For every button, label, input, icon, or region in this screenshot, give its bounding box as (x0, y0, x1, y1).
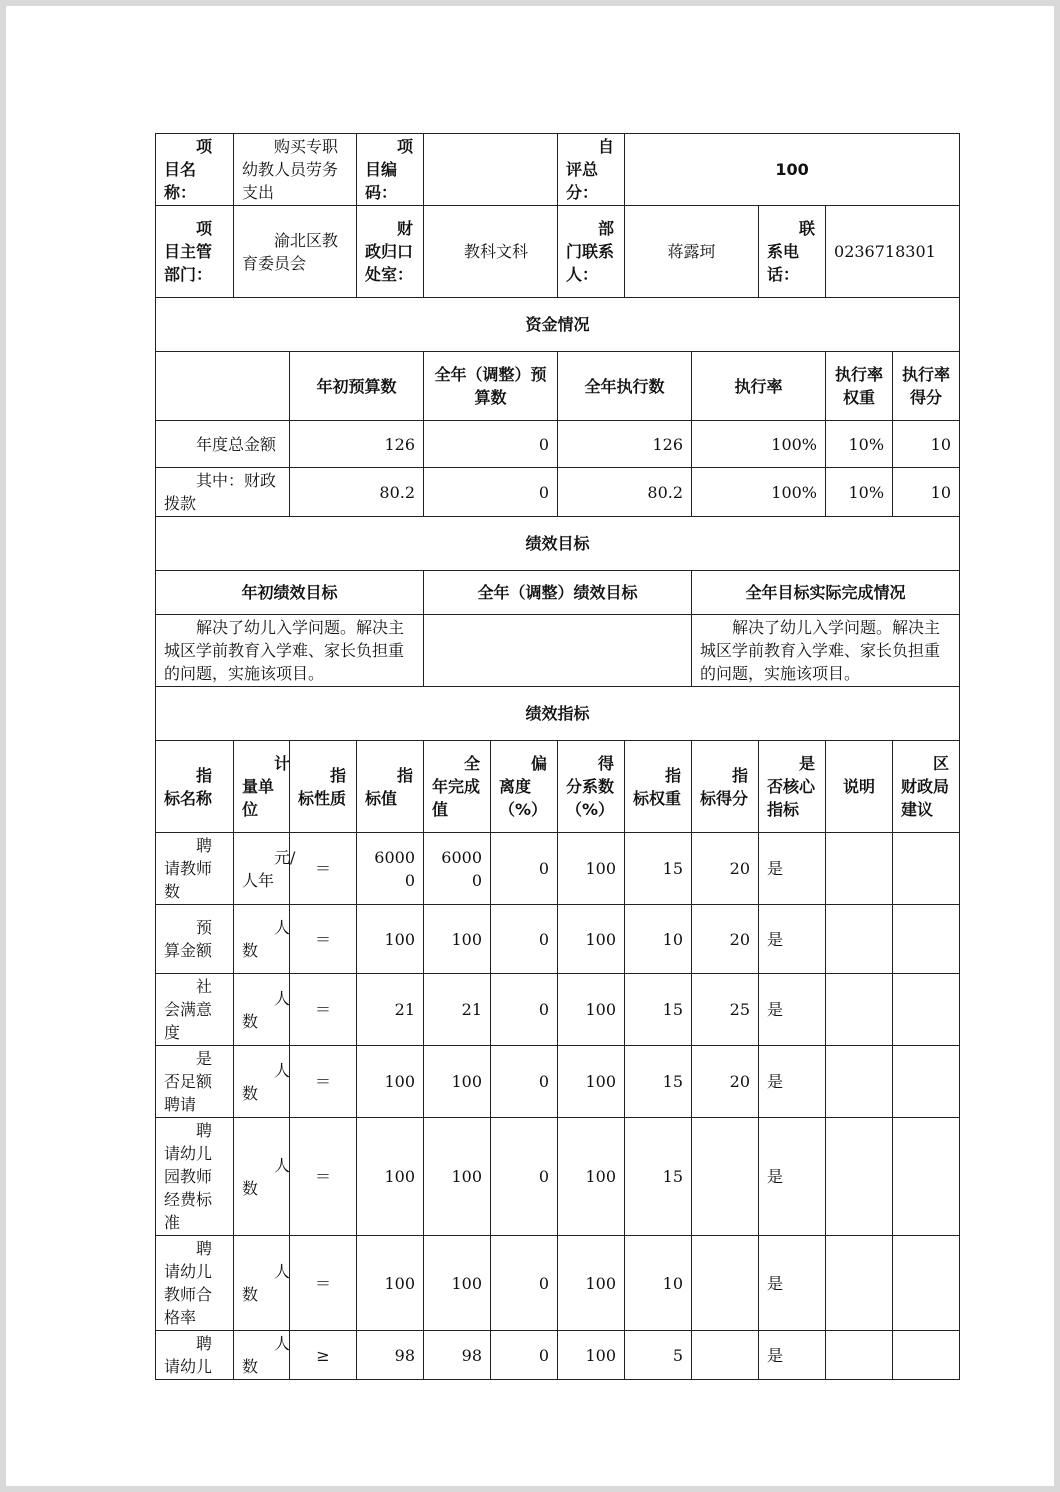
indicator-suggestion (893, 833, 960, 905)
indicator-coefficient: 100 (558, 833, 625, 905)
indicator-header-unit: 计量单位 (234, 741, 290, 833)
indicator-coefficient: 100 (558, 905, 625, 974)
funds-header-adjusted-budget: 全年（调整）预算数 (424, 352, 558, 421)
indicator-suggestion (893, 1331, 960, 1380)
score-label: 自评总分： (558, 134, 625, 206)
indicator-suggestion (893, 905, 960, 974)
indicator-header-score: 指标得分 (692, 741, 759, 833)
indicator-score: 25 (692, 974, 759, 1046)
indicator-deviation: 0 (491, 1118, 558, 1236)
goals-actual-text: 解决了幼儿入学问题。解决主城区学前教育入学难、家长负担重的问题，实施该项目。 (692, 615, 960, 687)
indicators-section (156, 687, 960, 1380)
indicator-name: 社会满意度 (156, 974, 234, 1046)
indicator-target: 100 (357, 1046, 424, 1118)
goals-header-actual: 全年目标实际完成情况 (692, 571, 960, 615)
indicator-unit: 元/人年 (234, 833, 290, 905)
indicator-note (826, 833, 893, 905)
indicator-name: 聘请教师数 (156, 833, 234, 905)
funds-cell: 100% (692, 421, 826, 468)
funds-cell: 10 (893, 468, 960, 517)
indicator-completed: 60000 (424, 833, 491, 905)
finance-office-value: 教科文科 (424, 206, 558, 298)
goals-value-row (156, 615, 960, 687)
funds-row (156, 421, 960, 468)
indicator-header-name: 指标名称 (156, 741, 234, 833)
indicator-target: 100 (357, 905, 424, 974)
indicator-coefficient: 100 (558, 1118, 625, 1236)
indicator-note (826, 905, 893, 974)
goals-header-adjusted: 全年（调整）绩效目标 (424, 571, 692, 615)
indicator-nature: ＝ (290, 905, 357, 974)
project-name-value: 购买专职幼教人员劳务支出 (234, 134, 357, 206)
indicator-suggestion (893, 974, 960, 1046)
indicator-unit: 人数 (234, 1118, 290, 1236)
contact-value: 蒋露珂 (625, 206, 759, 298)
indicator-coefficient: 100 (558, 1236, 625, 1331)
funds-header-blank (156, 352, 290, 421)
indicator-nature: ＝ (290, 833, 357, 905)
indicator-weight: 5 (625, 1331, 692, 1380)
indicator-unit: 人数 (234, 905, 290, 974)
indicator-coefficient: 100 (558, 974, 625, 1046)
indicator-header-completed: 全年完成值 (424, 741, 491, 833)
indicator-nature: ≥ (290, 1331, 357, 1380)
dept-value: 渝北区教育委员会 (234, 206, 357, 298)
indicator-nature: ＝ (290, 974, 357, 1046)
indicator-score (692, 1331, 759, 1380)
dept-label: 项目主管部门： (156, 206, 234, 298)
funds-cell: 10% (826, 468, 893, 517)
indicator-score: 20 (692, 833, 759, 905)
indicator-completed: 21 (424, 974, 491, 1046)
indicators-title: 绩效指标 (156, 687, 960, 741)
funds-cell: 80.2 (290, 468, 424, 517)
indicator-suggestion (893, 1236, 960, 1331)
indicator-completed: 98 (424, 1331, 491, 1380)
goals-header-initial: 年初绩效目标 (156, 571, 424, 615)
indicator-header-target: 指标值 (357, 741, 424, 833)
indicator-target: 100 (357, 1118, 424, 1236)
phone-label: 联系电话： (759, 206, 826, 298)
finance-office-label: 财政归口处室： (357, 206, 424, 298)
indicator-header-note: 说明 (826, 741, 893, 833)
indicator-header-suggestion: 区财政局建议 (893, 741, 960, 833)
indicator-header-deviation: 偏离度（%） (491, 741, 558, 833)
indicator-header-coefficient: 得分系数（%） (558, 741, 625, 833)
indicator-coefficient: 100 (558, 1046, 625, 1118)
indicator-suggestion (893, 1046, 960, 1118)
goals-section (156, 517, 960, 687)
indicator-nature: ＝ (290, 1046, 357, 1118)
indicator-weight: 15 (625, 833, 692, 905)
goals-header-row (156, 571, 960, 615)
indicator-core: 是 (759, 1046, 826, 1118)
indicator-deviation: 0 (491, 1046, 558, 1118)
indicator-weight: 15 (625, 974, 692, 1046)
performance-evaluation-table (155, 133, 960, 1380)
indicator-suggestion (893, 1118, 960, 1236)
indicator-unit: 人数 (234, 1236, 290, 1331)
indicator-core: 是 (759, 1236, 826, 1331)
funds-cell: 100% (692, 468, 826, 517)
indicator-row (156, 1236, 960, 1331)
goals-adjusted-text (424, 615, 692, 687)
indicator-note (826, 1331, 893, 1380)
indicator-completed: 100 (424, 1118, 491, 1236)
indicator-target: 60000 (357, 833, 424, 905)
indicator-core: 是 (759, 1331, 826, 1380)
funds-row-label: 其中：财政拨款 (156, 468, 290, 517)
indicator-core: 是 (759, 974, 826, 1046)
indicator-core: 是 (759, 905, 826, 974)
goals-title-row (156, 517, 960, 571)
indicator-unit: 人数 (234, 974, 290, 1046)
indicators-header-row (156, 741, 960, 833)
indicator-score: 20 (692, 905, 759, 974)
phone-value: 0236718301 (826, 206, 960, 298)
indicator-row (156, 974, 960, 1046)
indicator-note (826, 1118, 893, 1236)
indicator-row (156, 833, 960, 905)
indicator-nature: ＝ (290, 1236, 357, 1331)
funds-header-executed: 全年执行数 (558, 352, 692, 421)
indicator-deviation: 0 (491, 974, 558, 1046)
funds-title-row (156, 298, 960, 352)
indicator-row (156, 1046, 960, 1118)
indicator-name: 聘请幼儿 (156, 1331, 234, 1380)
indicator-row (156, 905, 960, 974)
funds-header-initial-budget: 年初预算数 (290, 352, 424, 421)
indicator-target: 21 (357, 974, 424, 1046)
indicator-row (156, 1118, 960, 1236)
indicator-name: 预算金额 (156, 905, 234, 974)
funds-cell: 0 (424, 468, 558, 517)
goals-initial-text: 解决了幼儿入学问题。解决主城区学前教育入学难、家长负担重的问题，实施该项目。 (156, 615, 424, 687)
header-row-2 (156, 206, 960, 298)
indicator-core: 是 (759, 833, 826, 905)
funds-section (156, 298, 960, 517)
funds-title: 资金情况 (156, 298, 960, 352)
funds-row-label: 年度总金额 (156, 421, 290, 468)
indicator-row (156, 1331, 960, 1380)
funds-cell: 80.2 (558, 468, 692, 517)
funds-header-row (156, 352, 960, 421)
indicator-header-nature: 指标性质 (290, 741, 357, 833)
goals-title: 绩效目标 (156, 517, 960, 571)
indicator-target: 98 (357, 1331, 424, 1380)
contact-label: 部门联系人： (558, 206, 625, 298)
indicator-name: 聘请幼儿教师合格率 (156, 1236, 234, 1331)
funds-cell: 0 (424, 421, 558, 468)
indicator-deviation: 0 (491, 1236, 558, 1331)
indicators-title-row (156, 687, 960, 741)
project-name-label: 项目名称： (156, 134, 234, 206)
header-section (156, 134, 960, 298)
indicator-weight: 10 (625, 1236, 692, 1331)
indicator-completed: 100 (424, 1046, 491, 1118)
header-row-1 (156, 134, 960, 206)
project-code-value (424, 134, 558, 206)
indicator-name: 是否足额聘请 (156, 1046, 234, 1118)
score-value: 100 (625, 134, 960, 206)
indicator-weight: 10 (625, 905, 692, 974)
funds-header-execution-rate: 执行率 (692, 352, 826, 421)
indicator-weight: 15 (625, 1046, 692, 1118)
indicator-deviation: 0 (491, 1331, 558, 1380)
indicator-note (826, 974, 893, 1046)
project-code-label: 项目编码： (357, 134, 424, 206)
funds-row (156, 468, 960, 517)
indicator-note (826, 1236, 893, 1331)
indicator-completed: 100 (424, 905, 491, 974)
indicator-score (692, 1118, 759, 1236)
indicator-header-core: 是否核心指标 (759, 741, 826, 833)
indicator-deviation: 0 (491, 905, 558, 974)
funds-cell: 10% (826, 421, 893, 468)
indicator-unit: 人数 (234, 1046, 290, 1118)
indicator-deviation: 0 (491, 833, 558, 905)
indicator-header-weight: 指标权重 (625, 741, 692, 833)
funds-cell: 126 (290, 421, 424, 468)
indicator-coefficient: 100 (558, 1331, 625, 1380)
funds-cell: 126 (558, 421, 692, 468)
indicator-unit: 人数 (234, 1331, 290, 1380)
indicator-weight: 15 (625, 1118, 692, 1236)
indicator-score (692, 1236, 759, 1331)
funds-header-rate-weight: 执行率权重 (826, 352, 893, 421)
indicator-target: 100 (357, 1236, 424, 1331)
funds-header-rate-score: 执行率得分 (893, 352, 960, 421)
indicator-score: 20 (692, 1046, 759, 1118)
indicator-name: 聘请幼儿园教师经费标准 (156, 1118, 234, 1236)
indicator-nature: ＝ (290, 1118, 357, 1236)
indicator-core: 是 (759, 1118, 826, 1236)
funds-cell: 10 (893, 421, 960, 468)
indicator-completed: 100 (424, 1236, 491, 1331)
indicator-note (826, 1046, 893, 1118)
